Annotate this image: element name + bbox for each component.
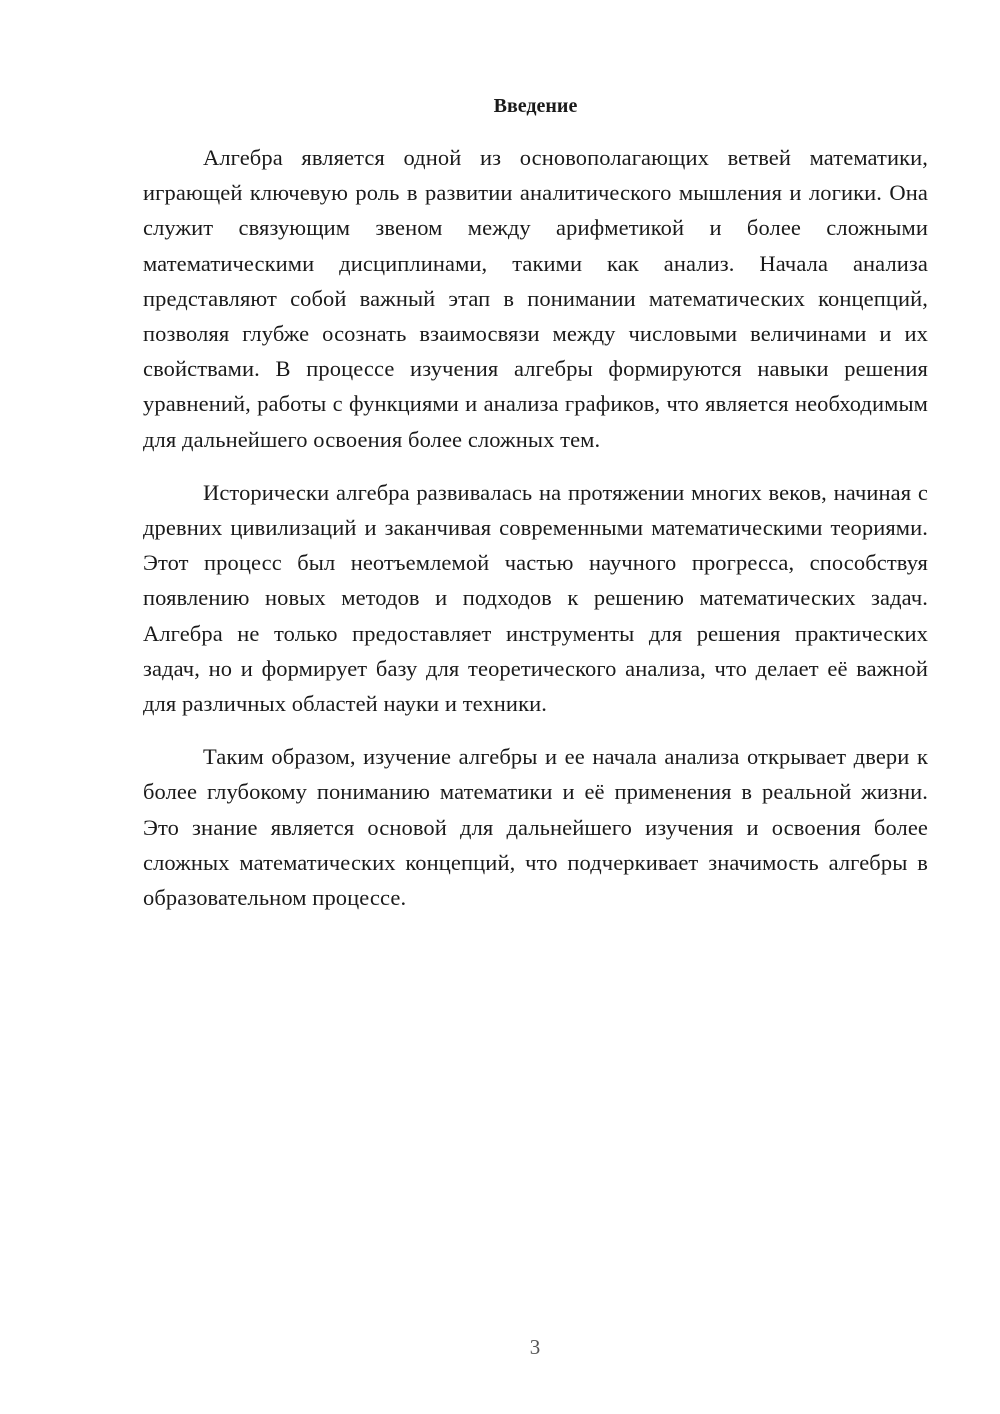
document-body [143, 92, 928, 933]
paragraph-2: Исторически алгебра развивалась на протяжении многих веков, начиная с древних цивилизаций и заканчивая современными математическими теориями. Этот процесс был неотъемлемой частью научного прогресса, способствуя появлению новых методов и подходов к решению математических задач. Алгебра не только предоставляет инструменты для решения практических задач, но и формирует базу для теоретического анализа, что делает её важной для различных областей науки и техники. [143, 479, 928, 717]
paragraph-1: Алгебра является одной из основополагающих ветвей математики, играющей ключевую роль в развитии аналитического мышления и логики. Она служит связующим звеном между арифметикой и более сложными математическими дисциплинами, такими как анализ. Начала анализа представляют собой важный этап в понимании математических концепций, позволяя глубже осознать взаимосвязи между числовыми величинами и их свойствами. В процессе изучения алгебры формируются навыки решения уравнений, работы с функциями и анализа графиков, что является необходимым для дальнейшего освоения более сложных тем. [143, 145, 928, 452]
section-heading: Введение [493, 95, 578, 117]
paragraph-3: Таким образом, изучение алгебры и ее начала анализа открывает двери к более глубокому пониманию математики и её применения в реальной жизни. Это знание является основой для дальнейшего изучения и освоения более сложных математических концепций, что подчеркивает значимость алгебры в образовательном процессе. [143, 744, 928, 911]
page-number: 3 [529, 1335, 541, 1359]
